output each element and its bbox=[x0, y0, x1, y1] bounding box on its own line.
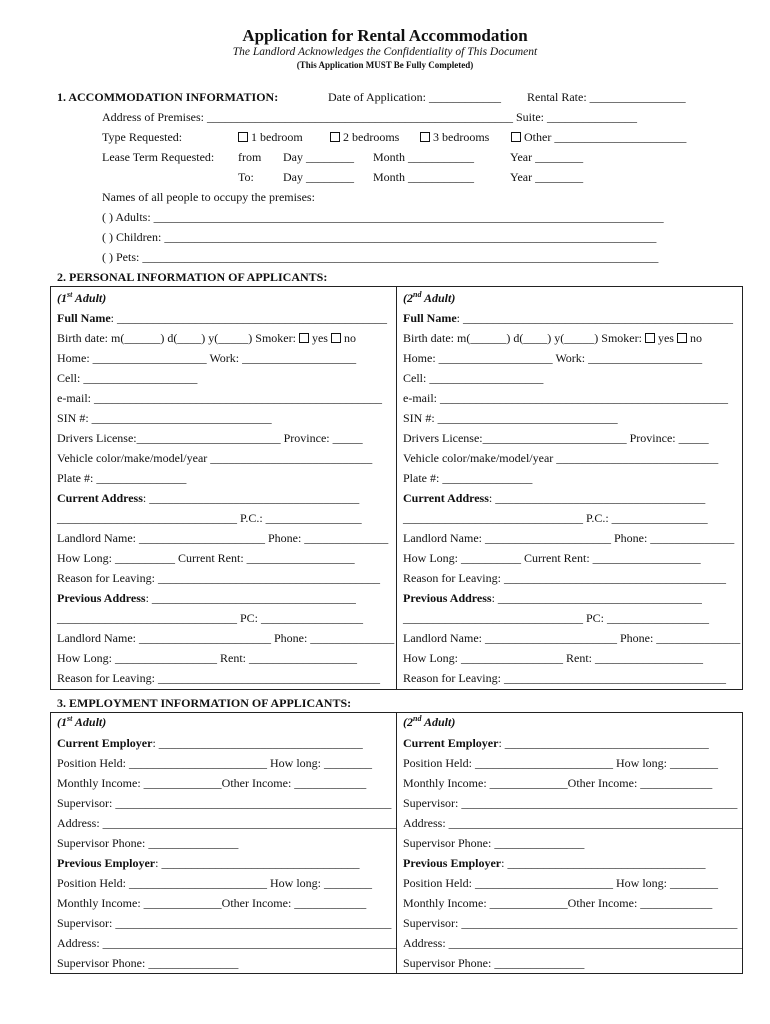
adult2-email-field[interactable]: e-mail: ________________________________________________ bbox=[403, 391, 728, 405]
checkbox-icon[interactable] bbox=[299, 333, 309, 343]
adult1-full-name-field[interactable]: Full Name: _____________________________________________ bbox=[57, 311, 388, 325]
lease-to-month-field[interactable]: Month ___________ bbox=[373, 170, 475, 184]
checkbox-icon[interactable] bbox=[238, 132, 248, 142]
adult1-sin-field[interactable]: SIN #: ______________________________ bbox=[57, 411, 272, 425]
adult2-how-long-field[interactable]: How Long: __________ Current Rent: __________________ bbox=[403, 551, 701, 565]
section3-heading: 3. EMPLOYMENT INFORMATION OF APPLICANTS: bbox=[57, 696, 352, 710]
lease-to-year-field[interactable]: Year ________ bbox=[510, 170, 584, 184]
adult2-previous-reason-field[interactable]: Reason for Leaving: _____________________________________ bbox=[403, 671, 726, 685]
adult2-drivers-license-field[interactable]: Drivers License:________________________ Province: _____ bbox=[403, 431, 709, 445]
checkbox-icon[interactable] bbox=[331, 333, 341, 343]
adult2-employer-address-field[interactable]: Address: _________________________________________________ bbox=[403, 816, 743, 830]
column-divider bbox=[396, 286, 397, 690]
adult2-vehicle-field[interactable]: Vehicle color/make/model/year ___________________________ bbox=[403, 451, 719, 465]
lease-to-day-field[interactable]: Day ________ bbox=[283, 170, 354, 184]
adult1-drivers-license-field[interactable]: Drivers License:________________________ Province: _____ bbox=[57, 431, 363, 445]
adult1-email-field[interactable]: e-mail: ________________________________________________ bbox=[57, 391, 382, 405]
adult2-sin-field[interactable]: SIN #: ______________________________ bbox=[403, 411, 618, 425]
adult2-postal-code-field[interactable]: ______________________________ P.C.: ________________ bbox=[403, 511, 708, 525]
adult1-previous-supervisor-phone-field[interactable]: Supervisor Phone: _______________ bbox=[57, 956, 239, 970]
section2-heading: 2. PERSONAL INFORMATION OF APPLICANTS: bbox=[57, 270, 328, 284]
adult2-landlord-field[interactable]: Landlord Name: _____________________ Phone: ______________ bbox=[403, 531, 735, 545]
rental-rate-field[interactable]: Rental Rate: ________________ bbox=[527, 90, 686, 104]
adult1-income-field[interactable]: Monthly Income: _____________Other Income: ____________ bbox=[57, 776, 367, 790]
adult1-how-long-field[interactable]: How Long: __________ Current Rent: __________________ bbox=[57, 551, 355, 565]
lease-from-day-field[interactable]: Day ________ bbox=[283, 150, 354, 164]
adult1-previous-income-field[interactable]: Monthly Income: _____________Other Income: ____________ bbox=[57, 896, 367, 910]
adults-field[interactable]: ( ) Adults: _____________________________________________________________________________________ bbox=[102, 210, 664, 224]
adult1-employer-address-field[interactable]: Address: _________________________________________________ bbox=[57, 816, 397, 830]
checkbox-icon[interactable] bbox=[420, 132, 430, 142]
children-field[interactable]: ( ) Children: __________________________________________________________________________________ bbox=[102, 230, 657, 244]
type-requested-label: Type Requested: bbox=[102, 130, 183, 144]
lease-from-label: from bbox=[238, 150, 262, 164]
checkbox-icon[interactable] bbox=[511, 132, 521, 142]
adult2-current-address-field[interactable]: Current Address: ___________________________________ bbox=[403, 491, 706, 505]
address-of-premises-field[interactable]: Address of Premises: ___________________________________________________ Suite: _______________ bbox=[102, 110, 637, 124]
adult2-previous-pc-field[interactable]: ______________________________ PC: _________________ bbox=[403, 611, 710, 625]
lease-term-label: Lease Term Requested: bbox=[102, 150, 215, 164]
adult2-cell-field[interactable]: Cell: ___________________ bbox=[403, 371, 544, 385]
lease-from-month-field[interactable]: Month ___________ bbox=[373, 150, 475, 164]
adult1-previous-supervisor-field[interactable]: Supervisor: ______________________________________________ bbox=[57, 916, 392, 930]
adult1-position-field[interactable]: Position Held: _______________________ How long: ________ bbox=[57, 756, 373, 770]
adult1-previous-address-field[interactable]: Previous Address: __________________________________ bbox=[57, 591, 356, 605]
checkbox-icon[interactable] bbox=[677, 333, 687, 343]
checkbox-icon[interactable] bbox=[330, 132, 340, 142]
adult1-current-employer-field[interactable]: Current Employer: __________________________________ bbox=[57, 736, 363, 750]
adult2-previous-position-field[interactable]: Position Held: _______________________ How long: ________ bbox=[403, 876, 719, 890]
adult1-vehicle-field[interactable]: Vehicle color/make/model/year ___________________________ bbox=[57, 451, 373, 465]
adult2-reason-leaving-field[interactable]: Reason for Leaving: _____________________________________ bbox=[403, 571, 726, 585]
adult1-landlord-field[interactable]: Landlord Name: _____________________ Phone: ______________ bbox=[57, 531, 389, 545]
adult2-current-employer-field[interactable]: Current Employer: __________________________________ bbox=[403, 736, 709, 750]
adult1-supervisor-field[interactable]: Supervisor: ______________________________________________ bbox=[57, 796, 392, 810]
adult2-heading: (2nd Adult) bbox=[403, 290, 456, 305]
adult2-previous-landlord-field[interactable]: Landlord Name: ______________________ Phone: ______________ bbox=[403, 631, 741, 645]
adult2-supervisor-field[interactable]: Supervisor: ______________________________________________ bbox=[403, 796, 738, 810]
adult2-position-field[interactable]: Position Held: _______________________ How long: ________ bbox=[403, 756, 719, 770]
completion-note: (This Application MUST Be Fully Completed) bbox=[296, 60, 474, 70]
adult1-previous-landlord-field[interactable]: Landlord Name: ______________________ Phone: ______________ bbox=[57, 631, 395, 645]
type-3-bedrooms-option[interactable]: 3 bedrooms bbox=[420, 130, 489, 144]
employment-adult1-heading: (1st Adult) bbox=[57, 714, 107, 729]
lease-to-label: To: bbox=[238, 170, 254, 184]
adult2-home-work-field[interactable]: Home: ___________________ Work: ___________________ bbox=[403, 351, 703, 365]
form-title: Application for Rental Accommodation bbox=[242, 26, 528, 45]
adult1-previous-reason-field[interactable]: Reason for Leaving: _____________________________________ bbox=[57, 671, 380, 685]
adult1-birth-date-row[interactable]: Birth date: m(______) d(____) y(_____) Smoker: yes no bbox=[57, 331, 356, 345]
lease-from-year-field[interactable]: Year ________ bbox=[510, 150, 584, 164]
adult1-reason-leaving-field[interactable]: Reason for Leaving: _____________________________________ bbox=[57, 571, 380, 585]
date-of-application-field[interactable]: Date of Application: ____________ bbox=[328, 90, 501, 104]
adult1-postal-code-field[interactable]: ______________________________ P.C.: ________________ bbox=[57, 511, 362, 525]
adult2-previous-employer-field[interactable]: Previous Employer: _________________________________ bbox=[403, 856, 706, 870]
occupants-label: Names of all people to occupy the premises: bbox=[102, 190, 315, 204]
adult2-previous-supervisor-phone-field[interactable]: Supervisor Phone: _______________ bbox=[403, 956, 585, 970]
adult2-previous-address-field[interactable]: Previous Address: __________________________________ bbox=[403, 591, 702, 605]
adult2-previous-how-long-field[interactable]: How Long: _________________ Rent: __________________ bbox=[403, 651, 703, 665]
adult1-home-work-field[interactable]: Home: ___________________ Work: ___________________ bbox=[57, 351, 357, 365]
adult1-supervisor-phone-field[interactable]: Supervisor Phone: _______________ bbox=[57, 836, 239, 850]
adult2-previous-income-field[interactable]: Monthly Income: _____________Other Income: ____________ bbox=[403, 896, 713, 910]
adult2-supervisor-phone-field[interactable]: Supervisor Phone: _______________ bbox=[403, 836, 585, 850]
checkbox-icon[interactable] bbox=[645, 333, 655, 343]
adult1-previous-address-field[interactable]: Address: _________________________________________________ bbox=[57, 936, 397, 950]
adult1-cell-field[interactable]: Cell: ___________________ bbox=[57, 371, 198, 385]
adult2-income-field[interactable]: Monthly Income: _____________Other Income: ____________ bbox=[403, 776, 713, 790]
adult1-current-address-field[interactable]: Current Address: ___________________________________ bbox=[57, 491, 360, 505]
type-other-option[interactable]: Other ______________________ bbox=[511, 130, 686, 144]
adult2-full-name-field[interactable]: Full Name: _____________________________________________ bbox=[403, 311, 734, 325]
adult2-previous-address-field[interactable]: Address: _________________________________________________ bbox=[403, 936, 743, 950]
adult2-plate-field[interactable]: Plate #: _______________ bbox=[403, 471, 533, 485]
adult1-previous-employer-field[interactable]: Previous Employer: _________________________________ bbox=[57, 856, 360, 870]
adult1-previous-how-long-field[interactable]: How Long: _________________ Rent: __________________ bbox=[57, 651, 357, 665]
confidentiality-subtitle: The Landlord Acknowledges the Confidentiality of This Document bbox=[232, 46, 538, 58]
adult2-birth-date-row[interactable]: Birth date: m(______) d(____) y(_____) Smoker: yes no bbox=[403, 331, 702, 345]
type-1-bedroom-option[interactable]: 1 bedroom bbox=[238, 130, 303, 144]
adult1-plate-field[interactable]: Plate #: _______________ bbox=[57, 471, 187, 485]
type-2-bedrooms-option[interactable]: 2 bedrooms bbox=[330, 130, 399, 144]
adult1-previous-pc-field[interactable]: ______________________________ PC: _________________ bbox=[57, 611, 364, 625]
adult1-previous-position-field[interactable]: Position Held: _______________________ How long: ________ bbox=[57, 876, 373, 890]
employment-adult2-heading: (2nd Adult) bbox=[403, 714, 456, 729]
adult1-heading: (1st Adult) bbox=[57, 290, 107, 305]
pets-field[interactable]: ( ) Pets: ______________________________________________________________________________________ bbox=[102, 250, 659, 264]
section1-heading: 1. ACCOMMODATION INFORMATION: bbox=[57, 90, 279, 104]
adult2-previous-supervisor-field[interactable]: Supervisor: ______________________________________________ bbox=[403, 916, 738, 930]
column-divider bbox=[396, 712, 397, 974]
